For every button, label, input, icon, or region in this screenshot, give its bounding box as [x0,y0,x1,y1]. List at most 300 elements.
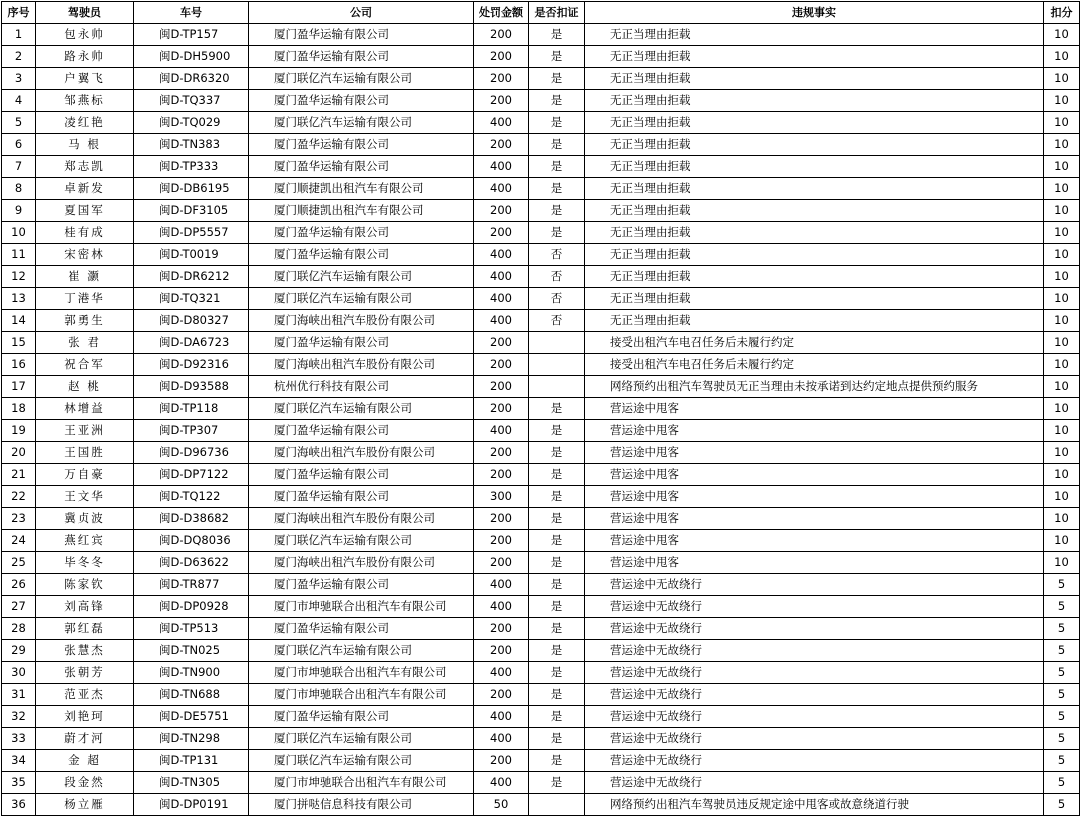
cell-deduct: 是 [529,420,585,442]
cell-index: 31 [2,684,36,706]
cell-deduct: 是 [529,772,585,794]
cell-fine: 200 [474,332,529,354]
cell-points: 5 [1044,596,1080,618]
cell-points: 5 [1044,728,1080,750]
cell-driver: 祝合军 [36,354,134,376]
cell-fact: 营运途中无故绕行 [585,684,1044,706]
cell-plate: 闽D-D38682 [134,508,249,530]
cell-plate: 闽D-D93588 [134,376,249,398]
table-row [2,156,1080,178]
cell-fact: 无正当理由拒载 [585,244,1044,266]
cell-driver: 万自豪 [36,464,134,486]
cell-company: 厦门海峡出租汽车股份有限公司 [249,552,474,574]
cell-fact: 营运途中无故绕行 [585,662,1044,684]
cell-index: 16 [2,354,36,376]
cell-points: 10 [1044,200,1080,222]
cell-plate: 闽D-TP333 [134,156,249,178]
cell-points: 10 [1044,354,1080,376]
cell-fine: 200 [474,442,529,464]
cell-company: 厦门盈华运输有限公司 [249,618,474,640]
cell-index: 19 [2,420,36,442]
cell-driver: 王文华 [36,486,134,508]
cell-driver: 宋密林 [36,244,134,266]
cell-fact: 营运途中无故绕行 [585,574,1044,596]
cell-plate: 闽D-DE5751 [134,706,249,728]
cell-points: 10 [1044,266,1080,288]
cell-fact: 无正当理由拒载 [585,222,1044,244]
cell-points: 10 [1044,24,1080,46]
cell-fact: 接受出租汽车电召任务后未履行约定 [585,332,1044,354]
cell-points: 5 [1044,618,1080,640]
table-row [2,178,1080,200]
cell-company: 厦门盈华运输有限公司 [249,24,474,46]
cell-plate: 闽D-DP0928 [134,596,249,618]
cell-driver: 凌红艳 [36,112,134,134]
cell-fine: 200 [474,750,529,772]
cell-company: 厦门联亿汽车运输有限公司 [249,640,474,662]
header-deduct: 是否扣证 [529,2,585,24]
cell-fine: 200 [474,134,529,156]
cell-fine: 50 [474,794,529,816]
cell-fine: 200 [474,200,529,222]
cell-index: 27 [2,596,36,618]
cell-fine: 400 [474,706,529,728]
table-row [2,398,1080,420]
cell-driver: 段金然 [36,772,134,794]
cell-fact: 营运途中甩客 [585,486,1044,508]
cell-index: 11 [2,244,36,266]
cell-fact: 无正当理由拒载 [585,134,1044,156]
cell-index: 13 [2,288,36,310]
cell-points: 10 [1044,442,1080,464]
cell-index: 10 [2,222,36,244]
cell-plate: 闽D-DF3105 [134,200,249,222]
cell-points: 10 [1044,508,1080,530]
cell-fact: 营运途中甩客 [585,442,1044,464]
cell-driver: 陈家钦 [36,574,134,596]
cell-points: 5 [1044,574,1080,596]
cell-deduct: 是 [529,46,585,68]
cell-driver: 张朝芳 [36,662,134,684]
cell-points: 10 [1044,46,1080,68]
cell-company: 厦门盈华运输有限公司 [249,90,474,112]
cell-deduct: 是 [529,398,585,420]
table-row [2,442,1080,464]
cell-plate: 闽D-DB6195 [134,178,249,200]
cell-company: 厦门市坤驰联合出租汽车有限公司 [249,662,474,684]
cell-points: 10 [1044,552,1080,574]
cell-plate: 闽D-D63622 [134,552,249,574]
cell-company: 厦门盈华运输有限公司 [249,486,474,508]
cell-fine: 400 [474,728,529,750]
cell-index: 26 [2,574,36,596]
cell-points: 10 [1044,332,1080,354]
cell-index: 1 [2,24,36,46]
cell-fine: 400 [474,662,529,684]
cell-fine: 400 [474,310,529,332]
cell-plate: 闽D-DA6723 [134,332,249,354]
cell-company: 厦门盈华运输有限公司 [249,706,474,728]
cell-fact: 网络预约出租汽车驾驶员违反规定途中甩客或故意绕道行驶 [585,794,1044,816]
cell-index: 29 [2,640,36,662]
table-row [2,354,1080,376]
cell-plate: 闽D-DR6212 [134,266,249,288]
cell-deduct: 是 [529,24,585,46]
cell-fact: 营运途中甩客 [585,420,1044,442]
cell-deduct: 是 [529,706,585,728]
cell-deduct: 是 [529,728,585,750]
cell-driver: 马 根 [36,134,134,156]
cell-driver: 蔚才河 [36,728,134,750]
cell-points: 10 [1044,90,1080,112]
cell-fine: 200 [474,552,529,574]
cell-plate: 闽D-DP7122 [134,464,249,486]
cell-points: 5 [1044,662,1080,684]
cell-deduct: 是 [529,200,585,222]
cell-points: 10 [1044,310,1080,332]
cell-deduct: 是 [529,684,585,706]
cell-index: 20 [2,442,36,464]
cell-plate: 闽D-D92316 [134,354,249,376]
cell-fact: 无正当理由拒载 [585,266,1044,288]
cell-driver: 张慧杰 [36,640,134,662]
cell-driver: 王亚洲 [36,420,134,442]
cell-fact: 营运途中无故绕行 [585,750,1044,772]
cell-driver: 杨立雁 [36,794,134,816]
cell-driver: 王国胜 [36,442,134,464]
cell-index: 34 [2,750,36,772]
cell-points: 5 [1044,640,1080,662]
cell-index: 30 [2,662,36,684]
cell-fine: 200 [474,354,529,376]
table-row [2,706,1080,728]
cell-deduct: 否 [529,266,585,288]
cell-driver: 金 超 [36,750,134,772]
cell-company: 厦门海峡出租汽车股份有限公司 [249,508,474,530]
table-row [2,794,1080,816]
cell-index: 33 [2,728,36,750]
cell-fact: 营运途中甩客 [585,398,1044,420]
cell-fine: 200 [474,464,529,486]
cell-deduct: 是 [529,508,585,530]
cell-index: 6 [2,134,36,156]
table-row [2,640,1080,662]
table-row [2,486,1080,508]
cell-fine: 200 [474,24,529,46]
cell-driver: 张 君 [36,332,134,354]
cell-company: 厦门联亿汽车运输有限公司 [249,530,474,552]
cell-plate: 闽D-TN900 [134,662,249,684]
cell-plate: 闽D-TQ337 [134,90,249,112]
cell-company: 厦门海峡出租汽车股份有限公司 [249,354,474,376]
header-index: 序号 [2,2,36,24]
cell-plate: 闽D-DH5900 [134,46,249,68]
cell-driver: 范亚杰 [36,684,134,706]
cell-plate: 闽D-TQ122 [134,486,249,508]
cell-fine: 400 [474,178,529,200]
cell-company: 厦门联亿汽车运输有限公司 [249,288,474,310]
cell-index: 28 [2,618,36,640]
table-row [2,310,1080,332]
cell-fact: 无正当理由拒载 [585,178,1044,200]
cell-driver: 户翼飞 [36,68,134,90]
cell-company: 厦门盈华运输有限公司 [249,222,474,244]
cell-plate: 闽D-TN025 [134,640,249,662]
table-row [2,288,1080,310]
table-row [2,574,1080,596]
cell-company: 厦门海峡出租汽车股份有限公司 [249,310,474,332]
table-row [2,596,1080,618]
cell-deduct: 是 [529,486,585,508]
cell-index: 14 [2,310,36,332]
cell-deduct: 否 [529,288,585,310]
cell-points: 10 [1044,134,1080,156]
cell-plate: 闽D-DR6320 [134,68,249,90]
cell-deduct: 是 [529,442,585,464]
cell-index: 9 [2,200,36,222]
cell-deduct: 是 [529,178,585,200]
table-row [2,772,1080,794]
cell-fine: 400 [474,112,529,134]
table-row [2,24,1080,46]
cell-points: 5 [1044,750,1080,772]
cell-driver: 夏国军 [36,200,134,222]
cell-points: 10 [1044,112,1080,134]
cell-company: 厦门联亿汽车运输有限公司 [249,68,474,90]
cell-points: 5 [1044,684,1080,706]
cell-plate: 闽D-TN298 [134,728,249,750]
cell-driver: 郑志凯 [36,156,134,178]
cell-points: 10 [1044,222,1080,244]
cell-deduct: 是 [529,640,585,662]
header-driver: 驾驶员 [36,2,134,24]
cell-fact: 接受出租汽车电召任务后未履行约定 [585,354,1044,376]
cell-plate: 闽D-TP307 [134,420,249,442]
cell-deduct [529,376,585,398]
cell-fact: 无正当理由拒载 [585,156,1044,178]
cell-plate: 闽D-TQ321 [134,288,249,310]
cell-plate: 闽D-TN383 [134,134,249,156]
cell-fine: 400 [474,596,529,618]
table-row [2,618,1080,640]
cell-deduct: 是 [529,134,585,156]
cell-plate: 闽D-TN688 [134,684,249,706]
cell-index: 4 [2,90,36,112]
cell-index: 18 [2,398,36,420]
cell-driver: 包永帅 [36,24,134,46]
cell-fine: 400 [474,156,529,178]
cell-index: 24 [2,530,36,552]
cell-fact: 无正当理由拒载 [585,288,1044,310]
cell-plate: 闽D-D80327 [134,310,249,332]
table-row [2,750,1080,772]
cell-company: 厦门联亿汽车运输有限公司 [249,398,474,420]
cell-fact: 营运途中无故绕行 [585,728,1044,750]
cell-driver: 林增益 [36,398,134,420]
table-row [2,244,1080,266]
cell-fine: 200 [474,46,529,68]
cell-index: 8 [2,178,36,200]
cell-fact: 无正当理由拒载 [585,112,1044,134]
cell-fine: 200 [474,222,529,244]
cell-points: 5 [1044,772,1080,794]
cell-fact: 无正当理由拒载 [585,46,1044,68]
cell-index: 35 [2,772,36,794]
cell-fine: 200 [474,90,529,112]
cell-plate: 闽D-TP131 [134,750,249,772]
cell-deduct: 是 [529,596,585,618]
header-company: 公司 [249,2,474,24]
cell-company: 厦门盈华运输有限公司 [249,574,474,596]
cell-plate: 闽D-TQ029 [134,112,249,134]
cell-fact: 营运途中甩客 [585,508,1044,530]
cell-plate: 闽D-DP0191 [134,794,249,816]
cell-company: 厦门海峡出租汽车股份有限公司 [249,442,474,464]
cell-driver: 桂有成 [36,222,134,244]
header-fine: 处罚金额 [474,2,529,24]
cell-fine: 200 [474,618,529,640]
cell-company: 厦门盈华运输有限公司 [249,46,474,68]
cell-company: 厦门盈华运输有限公司 [249,244,474,266]
cell-fine: 200 [474,398,529,420]
cell-points: 5 [1044,794,1080,816]
cell-points: 10 [1044,156,1080,178]
cell-driver: 卓新发 [36,178,134,200]
table-row [2,90,1080,112]
table-row [2,530,1080,552]
cell-fine: 200 [474,68,529,90]
table-row [2,508,1080,530]
cell-fine: 300 [474,486,529,508]
cell-driver: 崔 灏 [36,266,134,288]
cell-fine: 200 [474,684,529,706]
cell-driver: 毕冬冬 [36,552,134,574]
cell-index: 15 [2,332,36,354]
cell-fact: 营运途中无故绕行 [585,772,1044,794]
cell-fine: 400 [474,266,529,288]
cell-deduct: 是 [529,530,585,552]
cell-fact: 无正当理由拒载 [585,200,1044,222]
cell-deduct: 否 [529,244,585,266]
cell-fact: 营运途中甩客 [585,464,1044,486]
cell-points: 10 [1044,530,1080,552]
cell-company: 杭州优行科技有限公司 [249,376,474,398]
cell-index: 23 [2,508,36,530]
table-row [2,728,1080,750]
cell-index: 12 [2,266,36,288]
cell-company: 厦门联亿汽车运输有限公司 [249,750,474,772]
cell-fact: 营运途中甩客 [585,552,1044,574]
violations-table [1,1,1080,816]
cell-deduct: 是 [529,574,585,596]
cell-company: 厦门市坤驰联合出租汽车有限公司 [249,596,474,618]
cell-deduct: 是 [529,750,585,772]
cell-points: 10 [1044,464,1080,486]
cell-deduct [529,354,585,376]
cell-deduct [529,794,585,816]
cell-points: 10 [1044,486,1080,508]
table-row [2,112,1080,134]
cell-points: 10 [1044,68,1080,90]
cell-deduct: 是 [529,112,585,134]
cell-driver: 刘高锋 [36,596,134,618]
cell-fine: 400 [474,288,529,310]
cell-company: 厦门联亿汽车运输有限公司 [249,266,474,288]
cell-index: 25 [2,552,36,574]
cell-deduct: 是 [529,68,585,90]
cell-driver: 燕红宾 [36,530,134,552]
cell-fine: 400 [474,420,529,442]
cell-plate: 闽D-TP513 [134,618,249,640]
cell-index: 21 [2,464,36,486]
cell-plate: 闽D-TP118 [134,398,249,420]
cell-driver: 赵 桃 [36,376,134,398]
table-header-row [2,2,1080,24]
table-row [2,332,1080,354]
cell-company: 厦门盈华运输有限公司 [249,420,474,442]
cell-fine: 400 [474,244,529,266]
cell-driver: 邹燕标 [36,90,134,112]
cell-deduct: 是 [529,222,585,244]
cell-plate: 闽D-TR877 [134,574,249,596]
table-row [2,464,1080,486]
table-row [2,376,1080,398]
table-row [2,684,1080,706]
cell-points: 10 [1044,178,1080,200]
cell-index: 7 [2,156,36,178]
table-row [2,200,1080,222]
cell-company: 厦门顺捷凯出租汽车有限公司 [249,178,474,200]
cell-fine: 200 [474,508,529,530]
cell-points: 10 [1044,420,1080,442]
cell-driver: 路永帅 [36,46,134,68]
header-plate: 车号 [134,2,249,24]
cell-deduct [529,332,585,354]
table-row [2,420,1080,442]
cell-points: 5 [1044,706,1080,728]
cell-index: 5 [2,112,36,134]
table-row [2,552,1080,574]
cell-fine: 200 [474,530,529,552]
cell-deduct: 是 [529,662,585,684]
table-body [2,24,1080,816]
cell-company: 厦门盈华运输有限公司 [249,156,474,178]
cell-points: 10 [1044,398,1080,420]
cell-fact: 无正当理由拒载 [585,310,1044,332]
table-row [2,134,1080,156]
cell-points: 10 [1044,244,1080,266]
cell-deduct: 否 [529,310,585,332]
cell-driver: 丁港华 [36,288,134,310]
cell-company: 厦门盈华运输有限公司 [249,332,474,354]
cell-fact: 营运途中无故绕行 [585,640,1044,662]
cell-index: 2 [2,46,36,68]
cell-fact: 营运途中无故绕行 [585,596,1044,618]
header-fact: 违规事实 [585,2,1044,24]
cell-deduct: 是 [529,464,585,486]
cell-fact: 无正当理由拒载 [585,90,1044,112]
cell-company: 厦门市坤驰联合出租汽车有限公司 [249,684,474,706]
cell-company: 厦门顺捷凯出租汽车有限公司 [249,200,474,222]
cell-company: 厦门盈华运输有限公司 [249,464,474,486]
cell-company: 厦门拼哒信息科技有限公司 [249,794,474,816]
cell-points: 10 [1044,288,1080,310]
cell-plate: 闽D-D96736 [134,442,249,464]
cell-deduct: 是 [529,618,585,640]
cell-index: 22 [2,486,36,508]
cell-fact: 营运途中无故绕行 [585,706,1044,728]
cell-company: 厦门市坤驰联合出租汽车有限公司 [249,772,474,794]
